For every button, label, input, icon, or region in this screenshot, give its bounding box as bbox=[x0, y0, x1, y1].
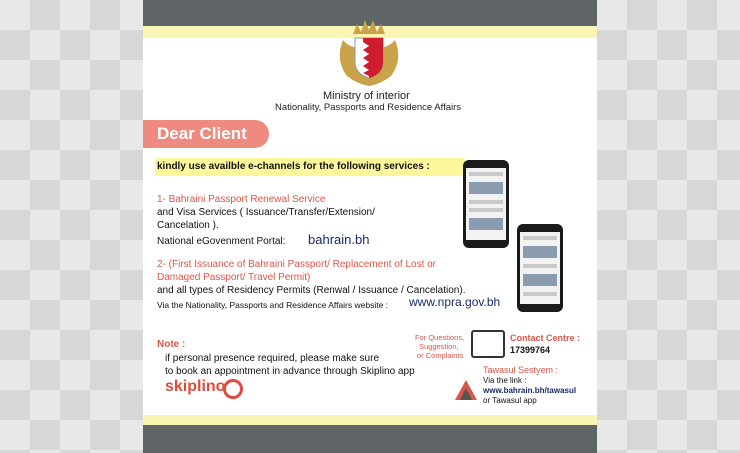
website-label: Via the Nationality, Passports and Residence Affairs website : bbox=[157, 300, 389, 310]
greeting-banner: Dear Client bbox=[143, 120, 269, 148]
tawasul-link[interactable]: www.bahrain.bh/tawasul bbox=[483, 386, 577, 395]
tawasul-label: Tawasul Sestyem : bbox=[483, 365, 559, 375]
note-line2: to book an appointment in advance through Skiplino app bbox=[165, 366, 415, 377]
complaint-form-icon bbox=[471, 330, 505, 358]
tawasul-app: or Tawasul app bbox=[483, 396, 537, 405]
portal-label: National eGovenment Portal: bbox=[157, 236, 286, 247]
tawasul-via: Via the link : bbox=[483, 376, 527, 385]
ministry-title: Ministry of interior bbox=[323, 90, 410, 102]
skiplino-logo: skiplino bbox=[165, 378, 226, 395]
service2-title-line1: 2- (First Issuance of Bahraini Passport/ Replacement of Lost or bbox=[157, 259, 437, 270]
background-pattern-left bbox=[0, 0, 143, 453]
tawasul-icon bbox=[453, 378, 479, 402]
note-label: Note : bbox=[157, 339, 186, 350]
note-line1: if personal presence required, please make sure bbox=[165, 353, 380, 364]
portal-link[interactable]: bahrain.bh bbox=[308, 232, 370, 247]
intro-text: kindly use availble e-channels for the following services : bbox=[157, 161, 430, 172]
bottom-stripe bbox=[143, 415, 597, 425]
phone-mockup-2 bbox=[517, 224, 563, 312]
questions-line1: For Questions, bbox=[415, 333, 465, 342]
announcement-card bbox=[143, 0, 597, 453]
department-title: Nationality, Passports and Residence Affairs bbox=[275, 102, 462, 113]
phone-mockup-1 bbox=[463, 160, 509, 248]
service2-title-line2: Damaged Passport/ Travel Permit) bbox=[157, 272, 311, 283]
service2-line3: and all types of Residency Permits (Renwal / Issuance / Cancelation). bbox=[157, 285, 466, 296]
questions-line3: or Complaints bbox=[417, 351, 464, 360]
questions-line2: Suggestion, bbox=[419, 342, 459, 351]
background-pattern-right bbox=[597, 0, 740, 453]
service1-line2: and Visa Services ( Issuance/Transfer/Extension/ bbox=[157, 207, 375, 218]
contact-centre-label: Contact Centre : bbox=[510, 333, 581, 343]
bahrain-emblem-icon bbox=[333, 10, 405, 90]
service1-line3: Cancelation ). bbox=[157, 220, 219, 231]
website-link[interactable]: www.npra.gov.bh bbox=[409, 295, 501, 309]
bottom-bar bbox=[143, 425, 597, 453]
skiplino-icon bbox=[223, 379, 243, 399]
service1-title: 1- Bahraini Passport Renewal Service bbox=[157, 194, 326, 205]
contact-centre-number[interactable]: 17399764 bbox=[510, 345, 551, 355]
